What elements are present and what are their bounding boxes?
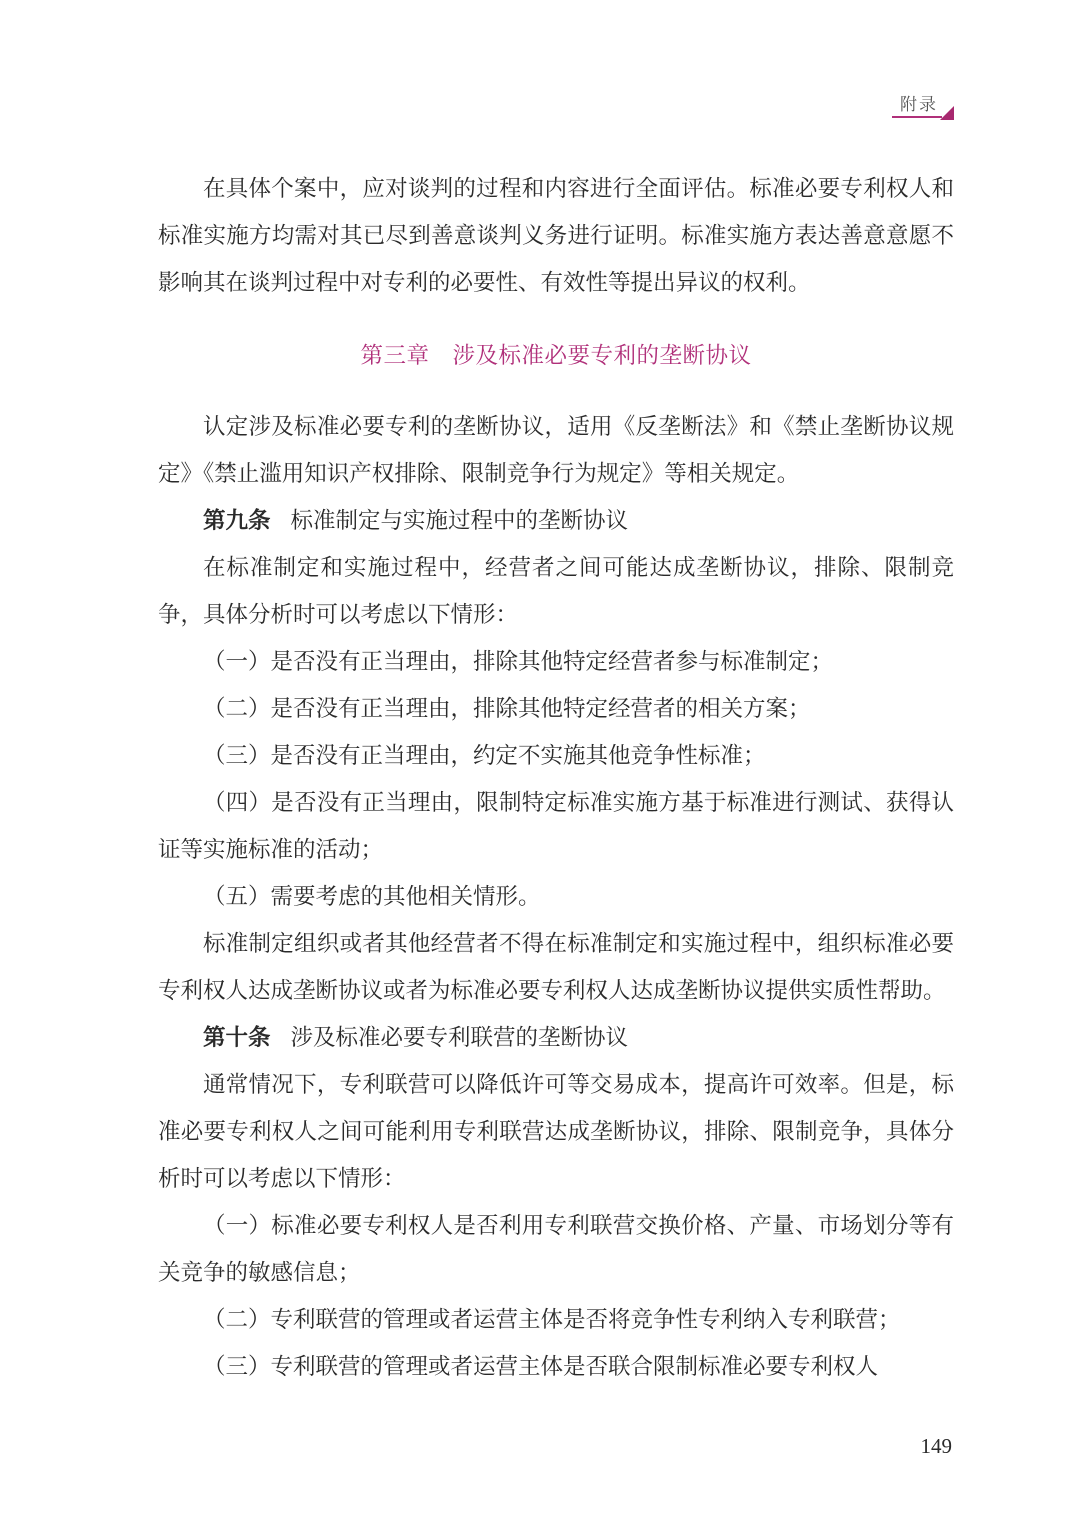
article-9-item-3: （三）是否没有正当理由，约定不实施其他竞争性标准； bbox=[203, 743, 766, 769]
header-label: 附录 bbox=[900, 95, 938, 115]
article-9-number: 第九条 bbox=[203, 508, 271, 534]
article-10-title: 涉及标准必要专利联营的垄断协议 bbox=[290, 1025, 629, 1051]
page-number: 149 bbox=[920, 1434, 952, 1458]
article-9-intro: 在标准制定和实施过程中，经营者之间可能达成垄断协议，排除、限制竞争，具体分析时可以考虑以下情形： bbox=[158, 555, 954, 628]
article-10-intro: 通常情况下，专利联营可以降低许可等交易成本，提高许可效率。但是，标准必要专利权人之间可能利用专利联营达成垄断协议，排除、限制竞争，具体分析时可以考虑以下情形： bbox=[158, 1072, 954, 1192]
header-triangle-ornament bbox=[940, 106, 954, 120]
running-header bbox=[864, 86, 954, 122]
article-9-closing: 标准制定组织或者其他经营者不得在标准制定和实施过程中，组织标准必要专利权人达成垄断协议或者为标准必要专利权人达成垄断协议提供实质性帮助。 bbox=[158, 931, 954, 1004]
paragraph-negotiation-assessment: 在具体个案中，应对谈判的过程和内容进行全面评估。标准必要专利权人和标准实施方均需对其已尽到善意谈判义务进行证明。标准实施方表达善意意愿不影响其在谈判过程中对专利的必要性、有效性等提出异议的权利。 bbox=[158, 176, 954, 296]
article-9-item-4: （四）是否没有正当理由，限制特定标准实施方基于标准进行测试、获得认证等实施标准的活动； bbox=[158, 790, 954, 863]
chapter-intro-paragraph: 认定涉及标准必要专利的垄断协议，适用《反垄断法》和《禁止垄断协议规定》《禁止滥用知识产权排除、限制竞争行为规定》等相关规定。 bbox=[158, 414, 954, 487]
header-rule bbox=[892, 116, 942, 118]
page-body bbox=[158, 166, 954, 1391]
chapter-heading: 第三章 涉及标准必要专利的垄断协议 bbox=[360, 343, 752, 369]
article-9-title: 标准制定与实施过程中的垄断协议 bbox=[290, 508, 629, 534]
article-9-item-1: （一）是否没有正当理由，排除其他特定经营者参与标准制定； bbox=[203, 649, 834, 675]
article-9-heading bbox=[158, 498, 954, 545]
article-10-number: 第十条 bbox=[203, 1025, 271, 1051]
article-10-heading bbox=[158, 1015, 954, 1062]
article-9-item-5: （五）需要考虑的其他相关情形。 bbox=[203, 884, 541, 910]
article-10-item-2: （二）专利联营的管理或者运营主体是否将竞争性专利纳入专利联营； bbox=[203, 1307, 901, 1333]
article-9-item-2: （二）是否没有正当理由，排除其他特定经营者的相关方案； bbox=[203, 696, 811, 722]
article-10-item-3: （三）专利联营的管理或者运营主体是否联合限制标准必要专利权人 bbox=[203, 1354, 879, 1380]
article-10-item-1: （一）标准必要专利权人是否利用专利联营交换价格、产量、市场划分等有关竞争的敏感信息； bbox=[158, 1213, 954, 1286]
